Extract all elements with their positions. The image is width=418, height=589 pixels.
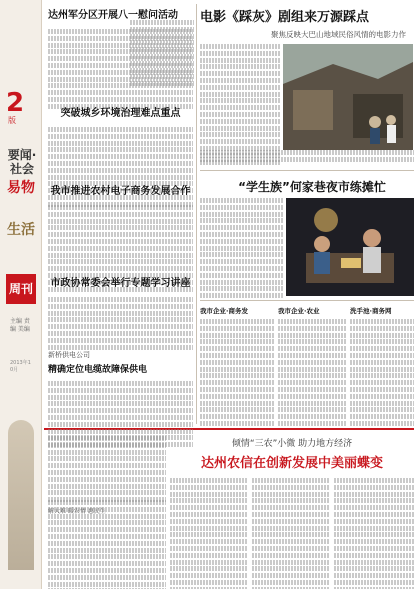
bottom-feature xyxy=(170,436,414,471)
tower-image xyxy=(8,420,34,570)
brand-logo-2: 生活 xyxy=(7,222,35,238)
column-2-title: 我市企业·农业 xyxy=(278,307,320,315)
article-3-title: 我市推进农村电子商务发展合作 xyxy=(50,186,191,197)
brand-logo-1: 易物 xyxy=(7,180,35,196)
top-right-body xyxy=(200,44,280,166)
column-divider xyxy=(196,4,197,424)
bottom-kicker: 倾情“三农”小微 助力地方经济 xyxy=(231,439,353,449)
section-rule xyxy=(200,170,414,171)
article-5-title: 精确定位电缆故障保供电 xyxy=(48,365,148,375)
mid-right-title: “学生族”何家巷夜市练摊忙 xyxy=(238,180,386,194)
column-3-title: 洗手池·商务网 xyxy=(350,307,392,315)
top-right-feature xyxy=(200,6,414,40)
article-4-body xyxy=(48,297,193,350)
article-2-title: 突破城乡环境治理难点重点 xyxy=(60,108,181,119)
top-right-subtitle: 聚焦反映大巴山地域民俗风情的电影力作 xyxy=(271,30,406,39)
editor-credits: 主编 责编 美编 xyxy=(10,318,30,333)
top-right-body-2 xyxy=(200,150,414,164)
bottom-left-byline: 解大难 暖农情 惠民生 xyxy=(48,508,106,516)
article-5 xyxy=(48,350,193,449)
column-1 xyxy=(200,306,274,428)
bottom-title: 达州农信在创新发展中美丽蝶变 xyxy=(200,456,383,471)
column-2 xyxy=(278,306,346,428)
film-scene-photo xyxy=(283,44,413,150)
issue-date: 2013年10月 xyxy=(10,360,31,373)
night-market-image xyxy=(286,198,414,296)
section-rule xyxy=(200,300,414,301)
weekly-badge: 周刊 xyxy=(6,274,36,304)
page-number: 2 xyxy=(6,88,25,118)
bottom-col-4 xyxy=(334,478,414,589)
section-banner xyxy=(0,0,42,589)
night-market-photo xyxy=(286,198,414,296)
page-label: 版 xyxy=(8,116,16,125)
section-name: 要闻·社会 xyxy=(7,148,37,176)
article-1-title: 达州军分区开展八一慰问活动 xyxy=(48,10,178,21)
article-4 xyxy=(48,274,193,351)
film-scene-image xyxy=(283,44,413,150)
column-1-title: 我市企业·商务发 xyxy=(200,307,248,315)
bottom-col-1 xyxy=(48,500,166,589)
top-right-title: 电影《踩灰》剧组来万源踩点 xyxy=(200,10,370,25)
bottom-col-2 xyxy=(170,478,248,589)
mid-right-feature xyxy=(210,178,414,195)
article-1-col2 xyxy=(130,20,194,88)
column-3 xyxy=(350,306,414,428)
mid-right-body xyxy=(200,198,284,300)
article-5-kicker: 新桥供电公司 xyxy=(48,351,90,359)
bottom-col-3 xyxy=(252,478,330,589)
article-4-title: 市政协常委会举行专题学习讲座 xyxy=(50,278,191,289)
